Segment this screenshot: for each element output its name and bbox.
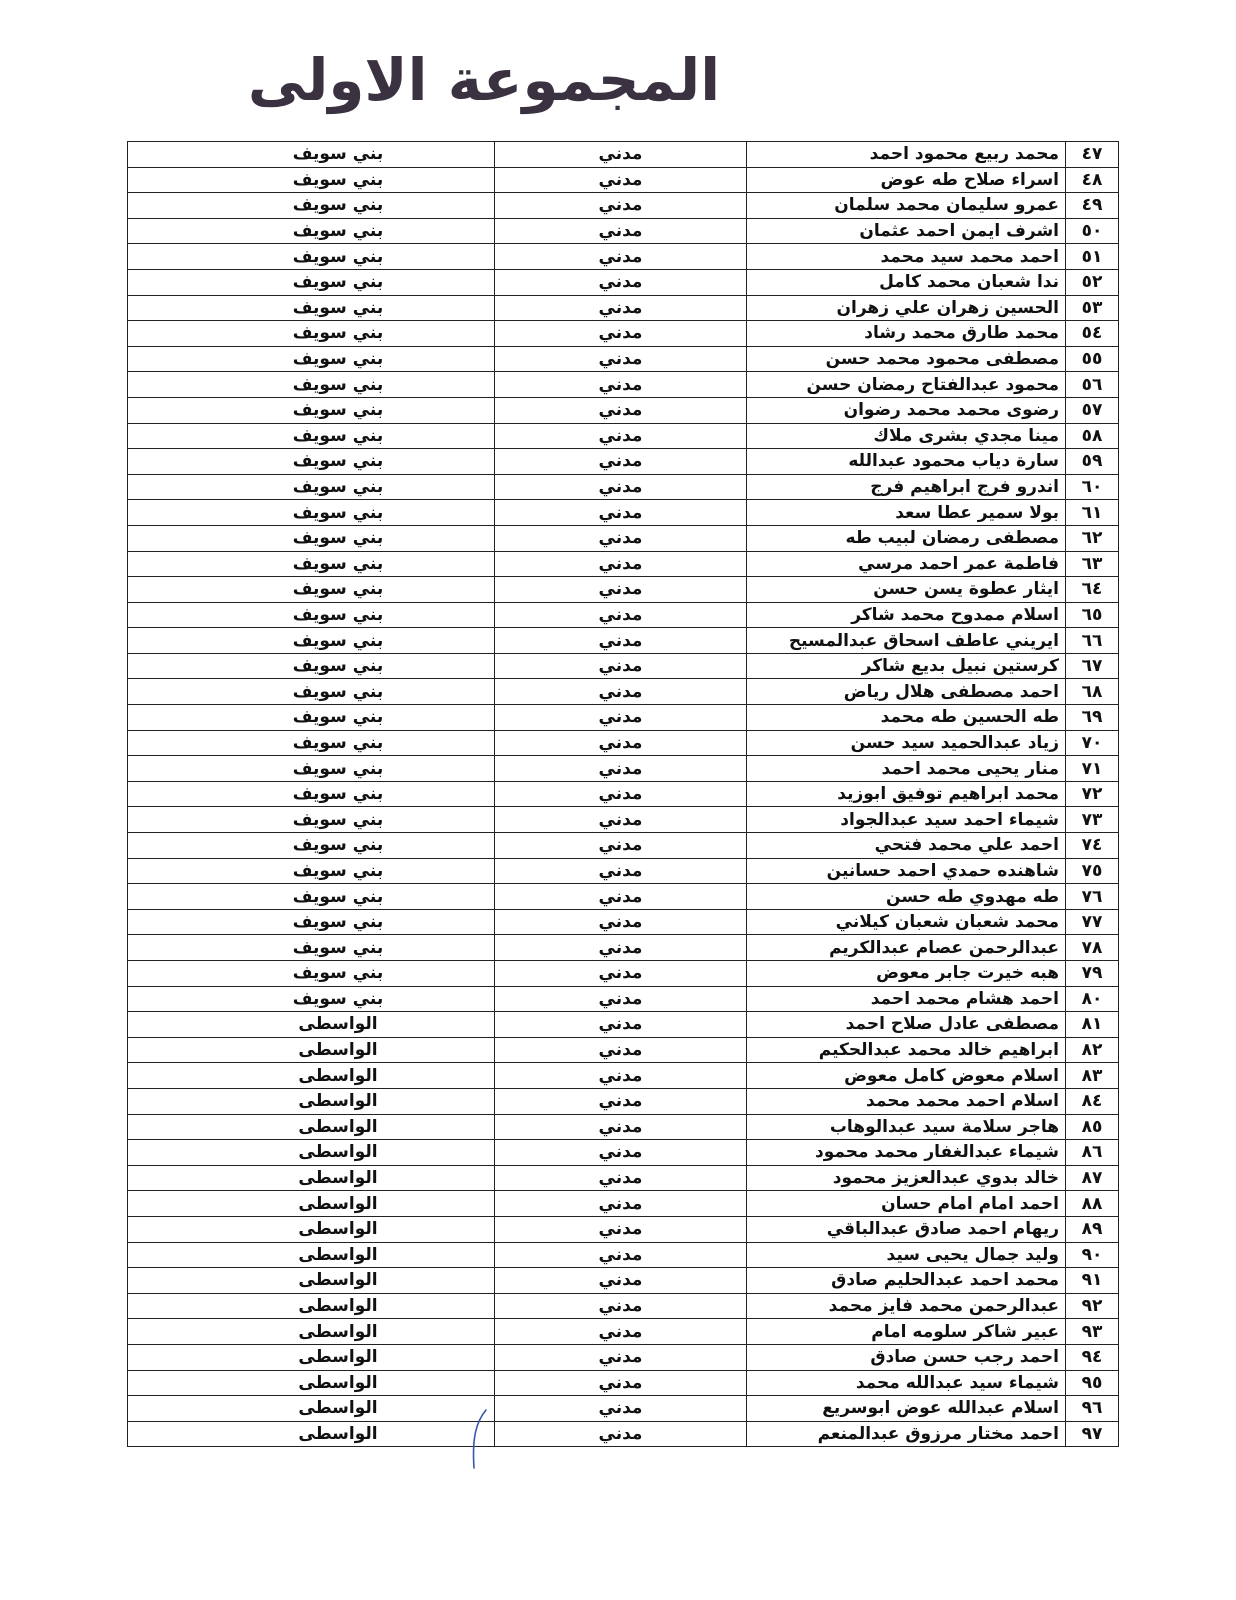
qualification-type: مدني	[495, 628, 747, 654]
exam-center: بني سويف	[128, 525, 495, 551]
student-name: ريهام احمد صادق عبدالباقي	[747, 1216, 1066, 1242]
row-number: ٧٧	[1066, 909, 1119, 935]
table-row	[128, 909, 1119, 935]
table-row	[128, 167, 1119, 193]
table-row	[128, 781, 1119, 807]
row-number: ٥٥	[1066, 346, 1119, 372]
row-number: ٧٥	[1066, 858, 1119, 884]
student-name: ايريني عاطف اسحاق عبدالمسيح	[747, 628, 1066, 654]
exam-center: بني سويف	[128, 986, 495, 1012]
student-name: احمد مصطفى هلال رياض	[747, 679, 1066, 705]
qualification-type: مدني	[495, 602, 747, 628]
student-name: ندا شعبان محمد كامل	[747, 269, 1066, 295]
row-number: ٦٢	[1066, 525, 1119, 551]
student-name: مصطفى محمود محمد حسن	[747, 346, 1066, 372]
row-number: ٨٥	[1066, 1114, 1119, 1140]
table-row	[128, 1421, 1119, 1447]
row-number: ٨٠	[1066, 986, 1119, 1012]
table-row	[128, 423, 1119, 449]
qualification-type: مدني	[495, 1088, 747, 1114]
student-name: شيماء احمد سيد عبدالجواد	[747, 807, 1066, 833]
qualification-type: مدني	[495, 884, 747, 910]
exam-center: بني سويف	[128, 935, 495, 961]
exam-center: بني سويف	[128, 705, 495, 731]
qualification-type: مدني	[495, 244, 747, 270]
qualification-type: مدني	[495, 1216, 747, 1242]
table-row	[128, 244, 1119, 270]
table-row	[128, 986, 1119, 1012]
row-number: ٤٨	[1066, 167, 1119, 193]
table-row	[128, 1012, 1119, 1038]
qualification-type: مدني	[495, 705, 747, 731]
exam-center: الواسطى	[128, 1191, 495, 1217]
student-name: احمد علي محمد فتحي	[747, 833, 1066, 859]
exam-center: بني سويف	[128, 269, 495, 295]
row-number: ٨٢	[1066, 1037, 1119, 1063]
exam-center: بني سويف	[128, 628, 495, 654]
exam-center: الواسطى	[128, 1012, 495, 1038]
qualification-type: مدني	[495, 525, 747, 551]
exam-center: الواسطى	[128, 1114, 495, 1140]
exam-center: الواسطى	[128, 1242, 495, 1268]
qualification-type: مدني	[495, 1319, 747, 1345]
student-name: طه الحسين طه محمد	[747, 705, 1066, 731]
qualification-type: مدني	[495, 1191, 747, 1217]
table-row	[128, 1293, 1119, 1319]
row-number: ٤٩	[1066, 193, 1119, 219]
row-number: ٩٦	[1066, 1396, 1119, 1422]
table-row	[128, 1140, 1119, 1166]
exam-center: بني سويف	[128, 142, 495, 168]
qualification-type: مدني	[495, 1370, 747, 1396]
table-row	[128, 1191, 1119, 1217]
table-row	[128, 397, 1119, 423]
table-row	[128, 449, 1119, 475]
qualification-type: مدني	[495, 858, 747, 884]
student-name: فاطمة عمر احمد مرسي	[747, 551, 1066, 577]
row-number: ٦٣	[1066, 551, 1119, 577]
qualification-type: مدني	[495, 551, 747, 577]
exam-center: بني سويف	[128, 193, 495, 219]
table-row	[128, 500, 1119, 526]
qualification-type: مدني	[495, 935, 747, 961]
student-name: محمد احمد عبدالحليم صادق	[747, 1268, 1066, 1294]
row-number: ٦٤	[1066, 577, 1119, 603]
exam-center: بني سويف	[128, 577, 495, 603]
row-number: ٩٧	[1066, 1421, 1119, 1447]
table-row	[128, 730, 1119, 756]
roster-table	[127, 141, 1119, 1447]
exam-center: الواسطى	[128, 1293, 495, 1319]
exam-center: بني سويف	[128, 372, 495, 398]
row-number: ٦٧	[1066, 653, 1119, 679]
table-row	[128, 551, 1119, 577]
table-row	[128, 218, 1119, 244]
row-number: ٦٠	[1066, 474, 1119, 500]
row-number: ٩٠	[1066, 1242, 1119, 1268]
table-row	[128, 756, 1119, 782]
exam-center: الواسطى	[128, 1088, 495, 1114]
qualification-type: مدني	[495, 295, 747, 321]
qualification-type: مدني	[495, 1037, 747, 1063]
row-number: ٥٤	[1066, 321, 1119, 347]
student-name: محمد طارق محمد رشاد	[747, 321, 1066, 347]
qualification-type: مدني	[495, 321, 747, 347]
qualification-type: مدني	[495, 1293, 747, 1319]
student-name: سارة دياب محمود عبدالله	[747, 449, 1066, 475]
table-row	[128, 269, 1119, 295]
exam-center: بني سويف	[128, 833, 495, 859]
student-name: ايثار عطوة يسن حسن	[747, 577, 1066, 603]
student-name: رضوى محمد محمد رضوان	[747, 397, 1066, 423]
student-name: محمد ابراهيم توفيق ابوزيد	[747, 781, 1066, 807]
student-name: شاهنده حمدي احمد حسانين	[747, 858, 1066, 884]
table-row	[128, 1114, 1119, 1140]
exam-center: الواسطى	[128, 1140, 495, 1166]
exam-center: بني سويف	[128, 858, 495, 884]
student-name: الحسين زهران علي زهران	[747, 295, 1066, 321]
table-row	[128, 602, 1119, 628]
row-number: ٧٣	[1066, 807, 1119, 833]
qualification-type: مدني	[495, 961, 747, 987]
table-row	[128, 679, 1119, 705]
exam-center: بني سويف	[128, 756, 495, 782]
row-number: ٥١	[1066, 244, 1119, 270]
qualification-type: مدني	[495, 346, 747, 372]
student-name: مصطفى رمضان لبيب طه	[747, 525, 1066, 551]
pen-stroke-mark	[468, 1408, 492, 1472]
table-row	[128, 142, 1119, 168]
table-row	[128, 858, 1119, 884]
qualification-type: مدني	[495, 781, 747, 807]
exam-center: بني سويف	[128, 961, 495, 987]
exam-center: بني سويف	[128, 397, 495, 423]
student-name: شيماء سيد عبدالله محمد	[747, 1370, 1066, 1396]
table-row	[128, 474, 1119, 500]
qualification-type: مدني	[495, 423, 747, 449]
student-name: احمد هشام محمد احمد	[747, 986, 1066, 1012]
table-row	[128, 372, 1119, 398]
qualification-type: مدني	[495, 1242, 747, 1268]
row-number: ٩١	[1066, 1268, 1119, 1294]
qualification-type: مدني	[495, 1114, 747, 1140]
exam-center: بني سويف	[128, 295, 495, 321]
table-row	[128, 346, 1119, 372]
student-name: محمد ربيع محمود احمد	[747, 142, 1066, 168]
qualification-type: مدني	[495, 500, 747, 526]
student-name: اشرف ايمن احمد عثمان	[747, 218, 1066, 244]
table-row	[128, 321, 1119, 347]
student-name: عبدالرحمن محمد فايز محمد	[747, 1293, 1066, 1319]
exam-center: بني سويف	[128, 167, 495, 193]
exam-center: بني سويف	[128, 730, 495, 756]
row-number: ٨٦	[1066, 1140, 1119, 1166]
qualification-type: مدني	[495, 269, 747, 295]
qualification-type: مدني	[495, 986, 747, 1012]
table-row	[128, 1319, 1119, 1345]
exam-center: بني سويف	[128, 602, 495, 628]
table-row	[128, 807, 1119, 833]
exam-center: بني سويف	[128, 781, 495, 807]
student-name: اندرو فرج ابراهيم فرج	[747, 474, 1066, 500]
exam-center: بني سويف	[128, 884, 495, 910]
student-name: عبدالرحمن عصام عبدالكريم	[747, 935, 1066, 961]
table-row	[128, 295, 1119, 321]
table-row	[128, 1396, 1119, 1422]
student-name: اسلام معوض كامل معوض	[747, 1063, 1066, 1089]
row-number: ٦٦	[1066, 628, 1119, 654]
exam-center: الواسطى	[128, 1216, 495, 1242]
table-row	[128, 1088, 1119, 1114]
student-name: شيماء عبدالغفار محمد محمود	[747, 1140, 1066, 1166]
student-name: منار يحيى محمد احمد	[747, 756, 1066, 782]
student-name: احمد مختار مرزوق عبدالمنعم	[747, 1421, 1066, 1447]
exam-center: الواسطى	[128, 1319, 495, 1345]
exam-center: الواسطى	[128, 1037, 495, 1063]
student-name: اسلام احمد محمد محمد	[747, 1088, 1066, 1114]
qualification-type: مدني	[495, 653, 747, 679]
table-row	[128, 1370, 1119, 1396]
exam-center: بني سويف	[128, 218, 495, 244]
row-number: ٥٨	[1066, 423, 1119, 449]
roster-body	[128, 142, 1119, 1447]
table-row	[128, 653, 1119, 679]
student-name: مينا مجدي بشرى ملاك	[747, 423, 1066, 449]
table-row	[128, 1216, 1119, 1242]
student-name: اسلام عبدالله عوض ابوسريع	[747, 1396, 1066, 1422]
exam-center: الواسطى	[128, 1268, 495, 1294]
row-number: ٥٩	[1066, 449, 1119, 475]
row-number: ٨٧	[1066, 1165, 1119, 1191]
qualification-type: مدني	[495, 142, 747, 168]
student-name: وليد جمال يحيى سيد	[747, 1242, 1066, 1268]
qualification-type: مدني	[495, 397, 747, 423]
row-number: ٥٧	[1066, 397, 1119, 423]
table-row	[128, 1063, 1119, 1089]
qualification-type: مدني	[495, 807, 747, 833]
row-number: ٦٨	[1066, 679, 1119, 705]
row-number: ٩٥	[1066, 1370, 1119, 1396]
table-row	[128, 525, 1119, 551]
qualification-type: مدني	[495, 449, 747, 475]
row-number: ٥٦	[1066, 372, 1119, 398]
row-number: ٧٦	[1066, 884, 1119, 910]
qualification-type: مدني	[495, 730, 747, 756]
student-name: مصطفى عادل صلاح احمد	[747, 1012, 1066, 1038]
row-number: ٨٤	[1066, 1088, 1119, 1114]
row-number: ٩٢	[1066, 1293, 1119, 1319]
table-row	[128, 961, 1119, 987]
row-number: ٥٢	[1066, 269, 1119, 295]
table-row	[128, 193, 1119, 219]
page-title: المجموعة الاولى	[247, 46, 721, 114]
table-row	[128, 1268, 1119, 1294]
student-name: عبير شاكر سلومه امام	[747, 1319, 1066, 1345]
row-number: ٩٤	[1066, 1344, 1119, 1370]
exam-center: بني سويف	[128, 909, 495, 935]
table-row	[128, 577, 1119, 603]
table-row	[128, 1242, 1119, 1268]
qualification-type: مدني	[495, 1063, 747, 1089]
student-name: محمود عبدالفتاح رمضان حسن	[747, 372, 1066, 398]
table-row	[128, 1344, 1119, 1370]
row-number: ٨١	[1066, 1012, 1119, 1038]
row-number: ٧٢	[1066, 781, 1119, 807]
row-number: ٧٤	[1066, 833, 1119, 859]
table-row	[128, 1037, 1119, 1063]
qualification-type: مدني	[495, 1140, 747, 1166]
student-name: زياد عبدالحميد سيد حسن	[747, 730, 1066, 756]
student-name: خالد بدوي عبدالعزيز محمود	[747, 1165, 1066, 1191]
exam-center: بني سويف	[128, 449, 495, 475]
qualification-type: مدني	[495, 1396, 747, 1422]
exam-center: الواسطى	[128, 1396, 495, 1422]
table-row	[128, 705, 1119, 731]
student-name: هاجر سلامة سيد عبدالوهاب	[747, 1114, 1066, 1140]
exam-center: بني سويف	[128, 244, 495, 270]
qualification-type: مدني	[495, 1012, 747, 1038]
exam-center: الواسطى	[128, 1165, 495, 1191]
exam-center: الواسطى	[128, 1344, 495, 1370]
student-name: ابراهيم خالد محمد عبدالحكيم	[747, 1037, 1066, 1063]
row-number: ٤٧	[1066, 142, 1119, 168]
row-number: ٧٠	[1066, 730, 1119, 756]
qualification-type: مدني	[495, 756, 747, 782]
table-row	[128, 1165, 1119, 1191]
exam-center: بني سويف	[128, 679, 495, 705]
exam-center: بني سويف	[128, 653, 495, 679]
student-name: احمد محمد سيد محمد	[747, 244, 1066, 270]
student-name: طه مهدوي طه حسن	[747, 884, 1066, 910]
row-number: ٩٣	[1066, 1319, 1119, 1345]
student-name: محمد شعبان شعبان كيلاني	[747, 909, 1066, 935]
student-name: اسلام ممدوح محمد شاكر	[747, 602, 1066, 628]
qualification-type: مدني	[495, 1344, 747, 1370]
row-number: ٨٨	[1066, 1191, 1119, 1217]
qualification-type: مدني	[495, 909, 747, 935]
qualification-type: مدني	[495, 1421, 747, 1447]
exam-center: الواسطى	[128, 1063, 495, 1089]
student-name: هبه خيرت جابر معوض	[747, 961, 1066, 987]
student-name: احمد امام امام حسان	[747, 1191, 1066, 1217]
row-number: ٥٠	[1066, 218, 1119, 244]
exam-center: بني سويف	[128, 346, 495, 372]
row-number: ٨٩	[1066, 1216, 1119, 1242]
table-row	[128, 628, 1119, 654]
student-name: عمرو سليمان محمد سلمان	[747, 193, 1066, 219]
qualification-type: مدني	[495, 577, 747, 603]
student-name: احمد رجب حسن صادق	[747, 1344, 1066, 1370]
exam-center: الواسطى	[128, 1370, 495, 1396]
row-number: ٧١	[1066, 756, 1119, 782]
row-number: ٥٣	[1066, 295, 1119, 321]
row-number: ٨٣	[1066, 1063, 1119, 1089]
exam-center: بني سويف	[128, 807, 495, 833]
table-row	[128, 884, 1119, 910]
qualification-type: مدني	[495, 679, 747, 705]
table-row	[128, 833, 1119, 859]
exam-center: بني سويف	[128, 551, 495, 577]
exam-center: بني سويف	[128, 423, 495, 449]
qualification-type: مدني	[495, 474, 747, 500]
row-number: ٧٩	[1066, 961, 1119, 987]
student-name: اسراء صلاح طه عوض	[747, 167, 1066, 193]
qualification-type: مدني	[495, 193, 747, 219]
qualification-type: مدني	[495, 167, 747, 193]
qualification-type: مدني	[495, 372, 747, 398]
exam-center: الواسطى	[128, 1421, 495, 1447]
row-number: ٦١	[1066, 500, 1119, 526]
exam-center: بني سويف	[128, 500, 495, 526]
row-number: ٧٨	[1066, 935, 1119, 961]
exam-center: بني سويف	[128, 321, 495, 347]
student-name: بولا سمير عطا سعد	[747, 500, 1066, 526]
exam-center: بني سويف	[128, 474, 495, 500]
qualification-type: مدني	[495, 1165, 747, 1191]
qualification-type: مدني	[495, 1268, 747, 1294]
row-number: ٦٩	[1066, 705, 1119, 731]
qualification-type: مدني	[495, 833, 747, 859]
student-name: كرستين نبيل بديع شاكر	[747, 653, 1066, 679]
table-row	[128, 935, 1119, 961]
row-number: ٦٥	[1066, 602, 1119, 628]
qualification-type: مدني	[495, 218, 747, 244]
